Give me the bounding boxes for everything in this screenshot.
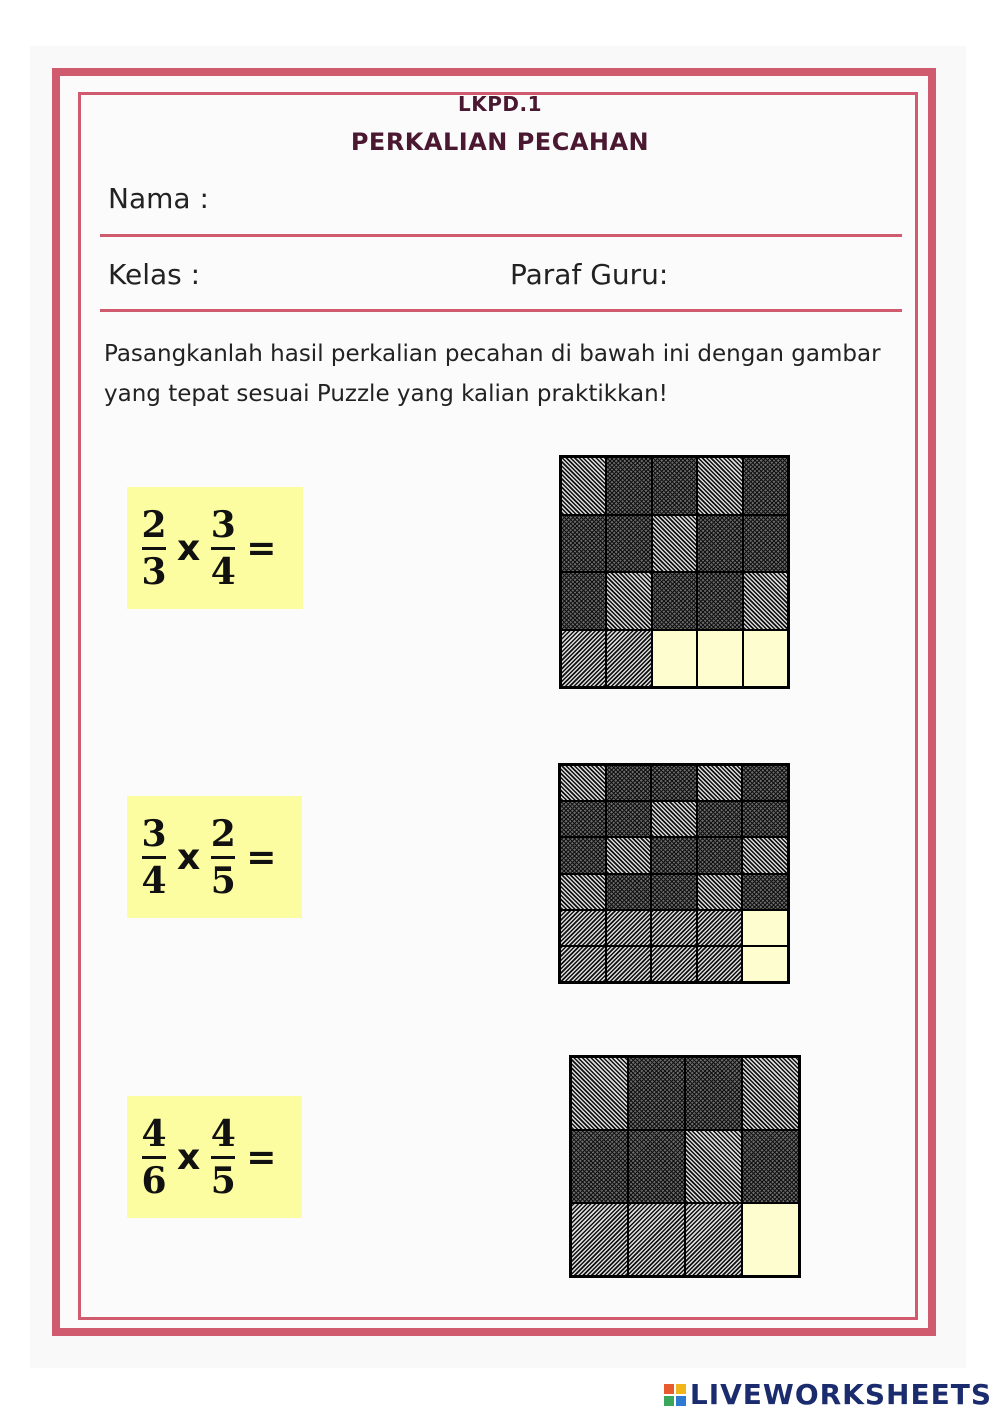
grid-cell-shaded	[571, 1057, 628, 1130]
grid-cell-shaded	[561, 457, 606, 515]
grid-cell-shaded	[651, 946, 697, 982]
multiply-sign: x	[177, 836, 201, 878]
grid-cell-shaded	[560, 801, 606, 837]
grid-cell-shaded	[697, 572, 742, 630]
grid-cell-shaded	[742, 837, 788, 873]
grid-cell-shaded	[685, 1057, 742, 1130]
grid-cell-shaded	[651, 801, 697, 837]
grid-cell-shaded	[652, 572, 697, 630]
instruction-line-2: yang tepat sesuai Puzzle yang kalian praktikkan!	[104, 381, 668, 407]
grid-cell-shaded	[697, 946, 743, 982]
grid-cell-shaded	[606, 515, 651, 573]
grid-cell-shaded	[606, 630, 651, 688]
equals-sign: =	[246, 1136, 277, 1178]
grid-cell-shaded	[628, 1130, 685, 1203]
grid-cell-shaded	[743, 572, 788, 630]
grid-cell-shaded	[561, 572, 606, 630]
fraction-bar	[142, 1156, 166, 1159]
instruction-line-1: Pasangkanlah hasil perkalian pecahan di bawah ini dengan gambar	[104, 341, 881, 367]
grid-cell-shaded	[606, 874, 652, 910]
grid-cell-shaded	[651, 874, 697, 910]
grid-cell-shaded	[560, 765, 606, 801]
liveworksheets-logo	[664, 1378, 992, 1411]
equation-1[interactable]	[127, 487, 303, 609]
grid-cell-shaded	[651, 910, 697, 946]
fraction-a	[137, 505, 171, 592]
denominator: 5	[210, 859, 236, 902]
paraf-guru-label: Paraf Guru:	[510, 258, 669, 291]
grid-cell-shaded	[651, 765, 697, 801]
grid-cell-shaded	[560, 910, 606, 946]
grid-cell-shaded	[697, 837, 743, 873]
fraction-b	[206, 814, 240, 901]
numerator: 3	[210, 503, 236, 546]
denominator: 6	[141, 1159, 167, 1202]
grid-cell-empty	[742, 910, 788, 946]
numerator: 3	[141, 812, 167, 855]
instruction-text	[104, 334, 904, 414]
nama-line	[100, 234, 902, 237]
grid-cell-shaded	[742, 1130, 799, 1203]
fraction-b	[206, 1114, 240, 1201]
equals-sign: =	[246, 527, 277, 569]
grid-cell-shaded	[560, 946, 606, 982]
grid-cell-shaded	[697, 515, 742, 573]
equation-3[interactable]	[127, 1096, 302, 1218]
fraction-b	[206, 505, 240, 592]
grid-cell-shaded	[697, 874, 743, 910]
grid-cell-shaded	[742, 765, 788, 801]
denominator: 3	[141, 550, 167, 593]
kelas-label: Kelas :	[108, 258, 201, 291]
fraction-grid-1[interactable]	[559, 455, 790, 689]
grid-cell-shaded	[628, 1057, 685, 1130]
grid-cell-shaded	[606, 946, 652, 982]
brand-icon	[664, 1384, 686, 1406]
fraction-bar	[211, 856, 235, 859]
fraction-bar	[142, 547, 166, 550]
grid-cell-shaded	[743, 457, 788, 515]
fraction-bar	[211, 547, 235, 550]
grid-cell-shaded	[652, 515, 697, 573]
grid-cell-shaded	[628, 1203, 685, 1276]
nama-label: Nama :	[108, 182, 209, 215]
denominator: 4	[141, 859, 167, 902]
grid-cell-shaded	[685, 1203, 742, 1276]
denominator: 5	[210, 1159, 236, 1202]
grid-cell-shaded	[743, 515, 788, 573]
kelas-line	[100, 309, 902, 312]
fraction-a	[137, 1114, 171, 1201]
grid-cell-shaded	[606, 572, 651, 630]
brand-name: LIVEWORKSHEETS	[689, 1378, 992, 1411]
fraction-grid-2[interactable]	[558, 763, 790, 984]
grid-cell-shaded	[652, 457, 697, 515]
grid-cell-empty	[742, 1203, 799, 1276]
grid-cell-shaded	[606, 801, 652, 837]
grid-cell-shaded	[560, 874, 606, 910]
grid-cell-shaded	[742, 874, 788, 910]
grid-cell-shaded	[560, 837, 606, 873]
numerator: 4	[210, 1112, 236, 1155]
grid-cell-shaded	[606, 765, 652, 801]
equals-sign: =	[246, 836, 277, 878]
grid-cell-shaded	[561, 515, 606, 573]
grid-cell-shaded	[697, 765, 743, 801]
grid-cell-shaded	[606, 910, 652, 946]
grid-cell-shaded	[606, 457, 651, 515]
worksheet-title: PERKALIAN PECAHAN	[350, 128, 650, 156]
grid-cell-shaded	[571, 1130, 628, 1203]
multiply-sign: x	[177, 527, 201, 569]
fraction-bar	[211, 1156, 235, 1159]
grid-cell-shaded	[697, 457, 742, 515]
fraction-bar	[142, 856, 166, 859]
grid-cell-empty	[742, 946, 788, 982]
fraction-a	[137, 814, 171, 901]
numerator: 2	[141, 503, 167, 546]
grid-cell-shaded	[561, 630, 606, 688]
grid-cell-shaded	[685, 1130, 742, 1203]
numerator: 2	[210, 812, 236, 855]
grid-cell-shaded	[697, 801, 743, 837]
grid-cell-shaded	[742, 1057, 799, 1130]
grid-cell-empty	[743, 630, 788, 688]
denominator: 4	[210, 550, 236, 593]
grid-cell-shaded	[651, 837, 697, 873]
grid-cell-shaded	[571, 1203, 628, 1276]
equation-2[interactable]	[127, 796, 302, 918]
grid-cell-shaded	[742, 801, 788, 837]
worksheet-code: LKPD.1	[457, 92, 542, 116]
grid-cell-shaded	[606, 837, 652, 873]
numerator: 4	[141, 1112, 167, 1155]
grid-cell-empty	[697, 630, 742, 688]
multiply-sign: x	[177, 1136, 201, 1178]
grid-cell-empty	[652, 630, 697, 688]
fraction-grid-3[interactable]	[569, 1055, 801, 1278]
grid-cell-shaded	[697, 910, 743, 946]
